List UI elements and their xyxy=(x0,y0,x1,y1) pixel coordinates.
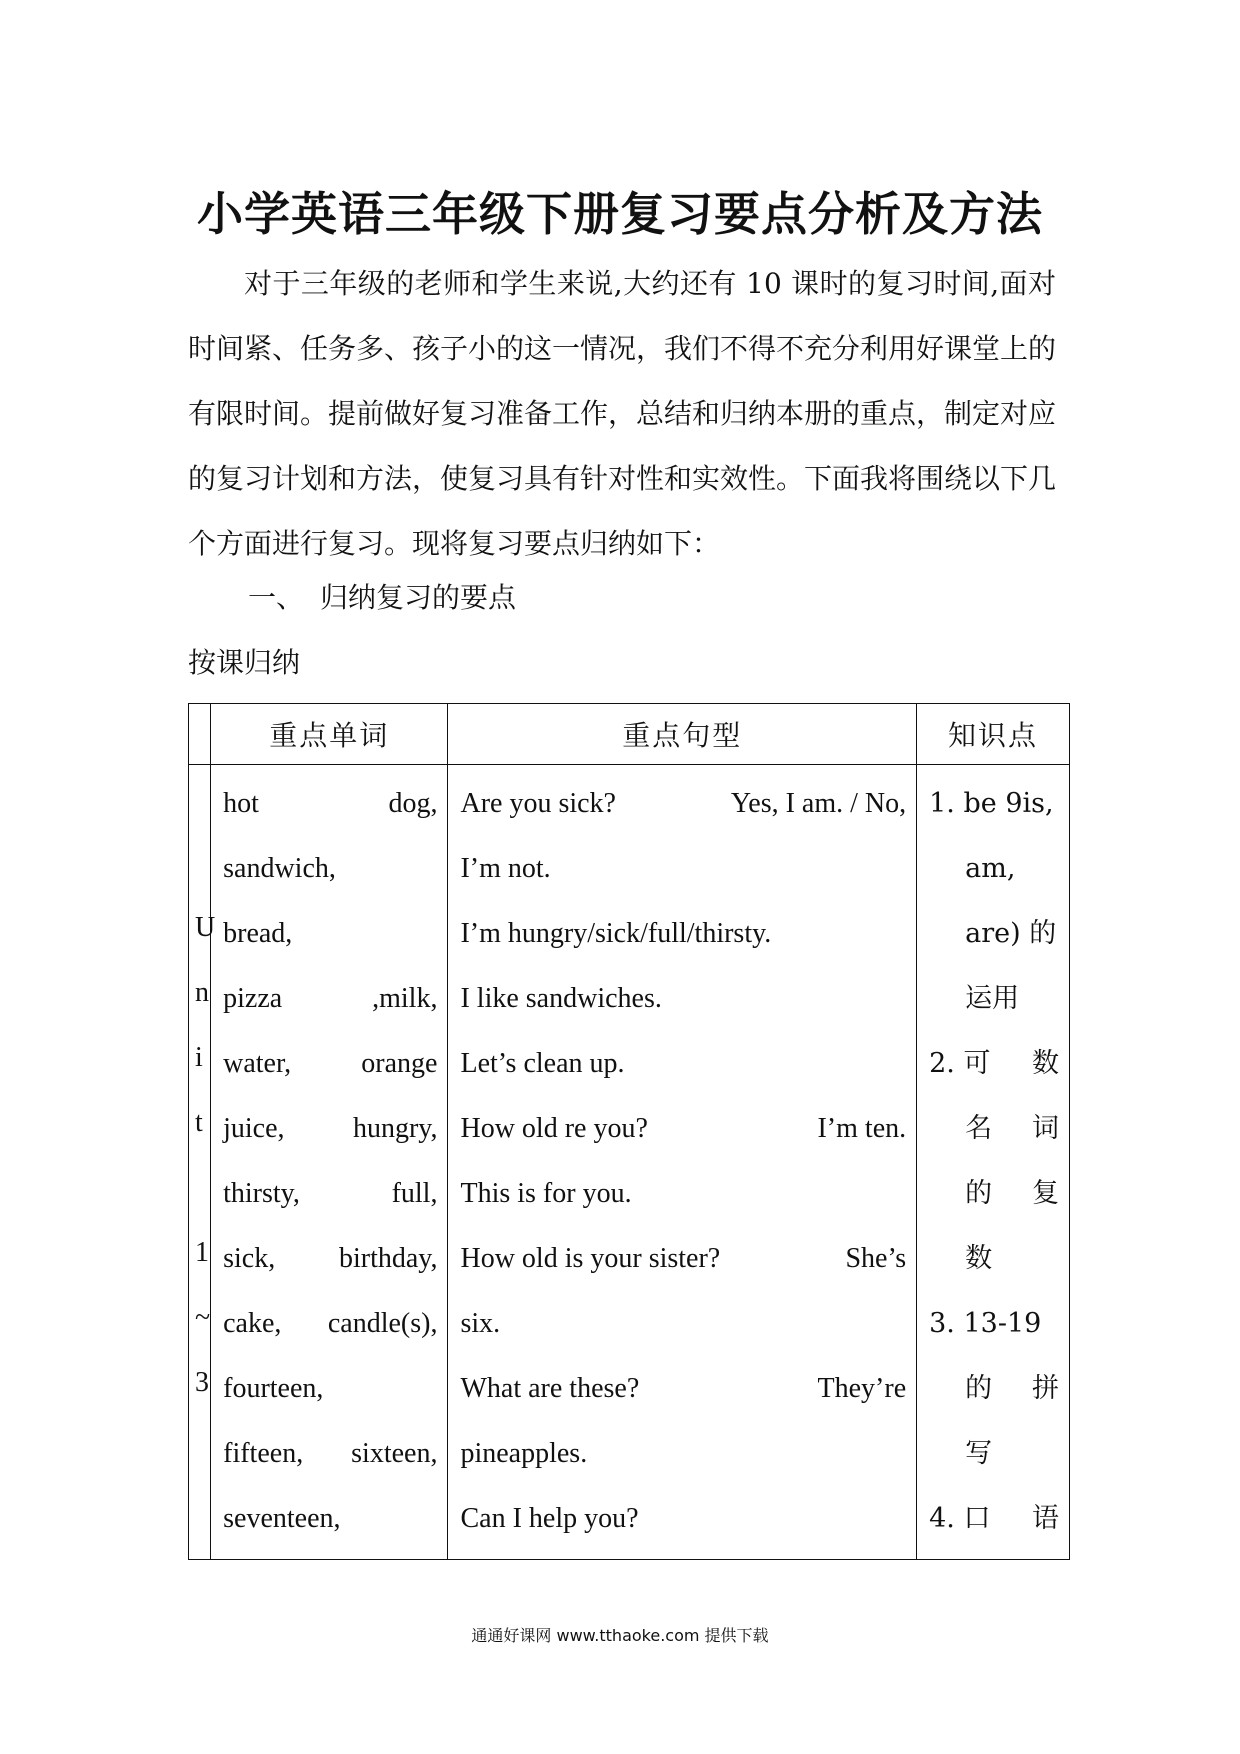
key-sentence-text: She’s xyxy=(845,1243,907,1274)
knowledge-point-line xyxy=(929,1161,1059,1226)
table-row xyxy=(189,765,1070,1560)
key-sentence-text: How old is your sister? xyxy=(460,1243,721,1274)
knowledge-point-line xyxy=(929,1096,1059,1161)
key-word-line xyxy=(223,1096,437,1161)
key-word-text: birthday, xyxy=(338,1243,438,1274)
sub-heading: 按课归纳 xyxy=(188,646,301,679)
key-word-text: fifteen, xyxy=(223,1438,304,1469)
key-sentence-line xyxy=(460,966,906,1031)
key-sentence-line xyxy=(460,1421,906,1486)
unit-char xyxy=(189,1155,210,1220)
key-word-text: seventeen, xyxy=(223,1503,341,1534)
key-sentence-line xyxy=(460,1486,906,1551)
page-title: 小学英语三年级下册复习要点分析及方法 xyxy=(197,187,1043,241)
key-word-line xyxy=(223,836,437,901)
unit-char: t xyxy=(195,1107,203,1138)
unit-char: ~ xyxy=(195,1302,211,1333)
key-sentence-line xyxy=(460,836,906,901)
key-word-text: full, xyxy=(391,1178,438,1209)
knowledge-point-text: 写 xyxy=(965,1438,993,1469)
key-word-line xyxy=(223,1421,437,1486)
key-word-text: dog, xyxy=(388,788,438,819)
knowledge-point-text: 复 xyxy=(1032,1178,1059,1209)
key-sentence-line xyxy=(460,1356,906,1421)
key-word-text: sixteen, xyxy=(351,1438,438,1469)
key-sentence-line xyxy=(460,1291,906,1356)
key-word-text: orange xyxy=(361,1048,438,1079)
key-word-line xyxy=(223,1291,437,1356)
key-sentence-text: I’m not. xyxy=(460,853,551,884)
knowledge-points-cell xyxy=(917,765,1070,1560)
header-unit xyxy=(189,704,211,765)
key-sentence-line xyxy=(460,1226,906,1291)
key-word-line xyxy=(223,1486,437,1551)
knowledge-point-line xyxy=(929,966,1059,1031)
knowledge-point-line xyxy=(929,836,1059,901)
key-sentence-line xyxy=(460,1161,906,1226)
unit-char: 1 xyxy=(195,1237,209,1268)
key-word-line xyxy=(223,966,437,1031)
footer: 通通好课网 www.tthaoke.com 提供下载 xyxy=(471,1626,769,1645)
knowledge-point-text: 的 xyxy=(965,1373,993,1404)
section-text: 归纳复习的要点 xyxy=(320,581,517,614)
knowledge-point-line xyxy=(929,901,1059,966)
unit-char: 3 xyxy=(195,1367,209,1398)
key-word-text: fourteen, xyxy=(223,1373,324,1404)
key-word-text: pizza xyxy=(223,983,283,1014)
key-sentence-text: How old re you? xyxy=(460,1113,648,1144)
knowledge-point-text: 数 xyxy=(965,1243,993,1274)
key-sentence-text: Are you sick? xyxy=(460,788,616,819)
unit-char: i xyxy=(195,1042,203,1073)
table-header-row xyxy=(189,704,1070,765)
knowledge-point-text: 名 xyxy=(965,1113,993,1144)
knowledge-point-text: 词 xyxy=(1032,1113,1059,1144)
key-sentence-text: I like sandwiches. xyxy=(460,983,662,1014)
key-words-cell xyxy=(211,765,448,1560)
unit-char: U xyxy=(195,912,216,943)
intro-paragraph: 对于三年级的老师和学生来说,大约还有 10 课时的复习时间,面对时间紧、任务多、孩子小的这一情况，我们不得不充分利用好课堂上的有限时间。提前做好复习准备工作，总结和归纳本册的重点，制定对应的复习计划和方法，使复习具有针对性和实效性。下面我将围绕以下几个方面进行复习。现将复习要点归纳如下： xyxy=(188,267,1057,560)
key-sentence-text: six. xyxy=(460,1308,501,1339)
header-knowledge-points: 知识点 xyxy=(917,704,1070,765)
knowledge-point-text: 语 xyxy=(1032,1503,1059,1534)
key-word-text: ,milk, xyxy=(372,983,438,1014)
knowledge-point-text: 4. 口 xyxy=(929,1503,991,1534)
key-sentence-text: Yes, I am. / No, xyxy=(730,788,907,819)
key-sentence-line xyxy=(460,1031,906,1096)
key-sentence-line xyxy=(460,771,906,836)
knowledge-point-line xyxy=(929,1226,1059,1291)
key-sentence-line xyxy=(460,1096,906,1161)
knowledge-point-line xyxy=(929,1421,1059,1486)
knowledge-point-text: are) 的 xyxy=(965,918,1057,949)
key-word-text: candle(s), xyxy=(327,1308,438,1339)
unit-char: n xyxy=(195,977,209,1008)
key-sentence-text: Let’s clean up. xyxy=(460,1048,625,1079)
section-heading xyxy=(248,576,516,616)
key-word-line xyxy=(223,1356,437,1421)
key-word-text: hungry, xyxy=(352,1113,438,1144)
key-word-line xyxy=(223,1226,437,1291)
key-word-text: cake, xyxy=(223,1308,282,1339)
key-word-text: hot xyxy=(223,788,259,819)
knowledge-point-line xyxy=(929,1356,1059,1421)
unit-cell xyxy=(189,765,216,1560)
key-word-line xyxy=(223,1161,437,1226)
section-number: 一、 xyxy=(248,581,305,614)
knowledge-point-line xyxy=(929,1291,1059,1356)
key-sentence-text: This is for you. xyxy=(460,1178,632,1209)
key-sentence-text: What are these? xyxy=(460,1373,640,1404)
key-sentence-text: pineapples. xyxy=(460,1438,588,1469)
knowledge-point-text: 1. be 9is, xyxy=(929,788,1054,819)
key-sentences-cell xyxy=(448,765,917,1560)
header-key-sentences: 重点句型 xyxy=(448,704,917,765)
key-sentence-line xyxy=(460,901,906,966)
key-sentence-text: They’re xyxy=(817,1373,907,1404)
knowledge-point-text: 2. 可 xyxy=(929,1048,991,1079)
key-sentence-text: I’m ten. xyxy=(817,1113,907,1144)
knowledge-point-text: 数 xyxy=(1032,1048,1059,1079)
key-word-line xyxy=(223,771,437,836)
unit-label xyxy=(189,895,216,1415)
knowledge-point-line xyxy=(929,1031,1059,1096)
key-word-text: sick, xyxy=(223,1243,276,1274)
key-sentence-text: I’m hungry/sick/full/thirsty. xyxy=(460,918,772,949)
key-word-line xyxy=(223,901,437,966)
key-word-text: bread, xyxy=(223,918,293,949)
knowledge-point-text: 3. 13-19 xyxy=(929,1308,1042,1339)
key-sentence-text: Can I help you? xyxy=(460,1503,639,1534)
header-key-words: 重点单词 xyxy=(211,704,448,765)
key-word-text: thirsty, xyxy=(223,1178,300,1209)
knowledge-point-text: 运用 xyxy=(965,983,1020,1014)
key-word-text: water, xyxy=(223,1048,292,1079)
key-word-line xyxy=(223,1031,437,1096)
knowledge-point-line xyxy=(929,771,1059,836)
review-table xyxy=(188,703,1070,1560)
key-word-text: juice, xyxy=(223,1113,285,1144)
knowledge-point-line xyxy=(929,1486,1059,1551)
knowledge-point-text: 的 xyxy=(965,1178,993,1209)
knowledge-point-text: am, xyxy=(965,853,1016,884)
key-word-text: sandwich, xyxy=(223,853,336,884)
knowledge-point-text: 拼 xyxy=(1032,1373,1059,1404)
